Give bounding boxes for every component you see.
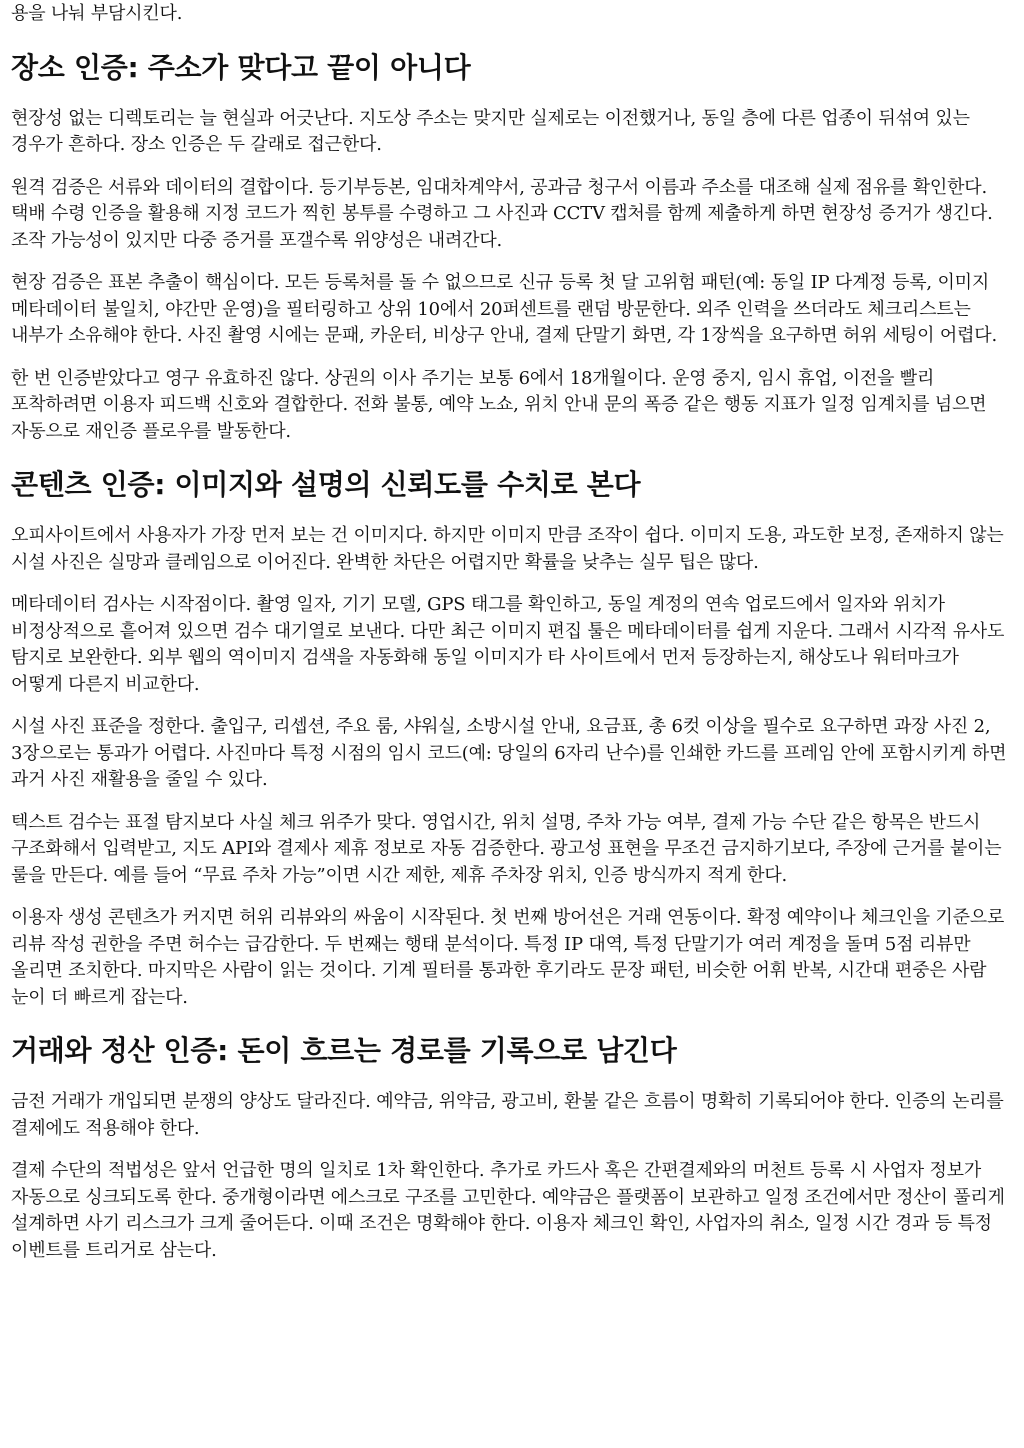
paragraph: 금전 거래가 개입되면 분쟁의 양상도 달라진다. 예약금, 위약금, 광고비, 환불 같은 흐름이 명확히 기록되어야 한다. 인증의 논리를 결제에도 적용해야 한다. (11, 1091, 1004, 1139)
intro-tail-paragraph: 용을 나눠 부담시킨다. (11, 3, 183, 24)
section-heading: 장소 인증: 주소가 맞다고 끝이 아니다 (11, 50, 471, 84)
paragraph: 현장 검증은 표본 추출이 핵심이다. 모든 등록처를 돌 수 없으므로 신규 등록 첫 달 고위험 패턴(예: 동일 IP 다계정 등록, 이미지 메타데이터 불일치, 야간만 운영)을 필터링하고 상위 10에서 20퍼센트를 랜덤 방문한다. 외주 인력을 쓰더라도 체크리스트는 내부가 소유해야 한다. 사진 촬영 시에는 문패, 카운터, 비상구 안내, 결제 단말기 화면, 각 1장씩을 요구하면 허위 세팅이 어렵다. (11, 272, 997, 346)
paragraph: 오피사이트에서 사용자가 가장 먼저 보는 건 이미지다. 하지만 이미지 만큼 조작이 쉽다. 이미지 도용, 과도한 보정, 존재하지 않는 시설 사진은 실망과 클레임으로 이어진다. 완벽한 차단은 어렵지만 확률을 낮추는 실무 팁은 많다. (11, 525, 1004, 573)
paragraph: 결제 수단의 적법성은 앞서 언급한 명의 일치로 1차 확인한다. 추가로 카드사 혹은 간편결제와의 머천트 등록 시 사업자 정보가 자동으로 싱크되도록 한다. 중개형이라면 에스크로 구조를 고민한다. 예약금은 플랫폼이 보관하고 일정 조건에서만 정산이 풀리게 설계하면 사기 리스크가 크게 줄어든다. 이때 조건은 명확해야 한다. 이용자 체크인 확인, 사업자의 취소, 일정 시간 경과 등 특정 이벤트를 트리거로 삼는다. (11, 1160, 1005, 1261)
section-payment-verification (11, 1033, 1011, 1264)
paragraph: 원격 검증은 서류와 데이터의 결합이다. 등기부등본, 임대차계약서, 공과금 청구서 이름과 주소를 대조해 실제 점유를 확인한다. 택배 수령 인증을 활용해 지정 코드가 찍힌 봉투를 수령하고 그 사진과 CCTV 캡처를 함께 제출하게 하면 현장성 증거가 생긴다. 조작 가능성이 있지만 다중 증거를 포갤수록 위양성은 내려간다. (11, 176, 993, 251)
paragraph: 메타데이터 검사는 시작점이다. 촬영 일자, 기기 모델, GPS 태그를 확인하고, 동일 계정의 연속 업로드에서 일자와 위치가 비정상적으로 흩어져 있으면 검수 대기열로 보낸다. 다만 최근 이미지 편집 툴은 메타데이터를 쉽게 지운다. 그래서 시각적 유사도 탐지로 보완한다. 외부 웹의 역이미지 검색을 자동화해 동일 이미지가 타 사이트에서 먼저 등장하는지, 해상도나 워터마크가 어떻게 다른지 비교한다. (11, 594, 1005, 695)
paragraph: 한 번 인증받았다고 영구 유효하진 않다. 상권의 이사 주기는 보통 6에서 18개월이다. 운영 중지, 임시 휴업, 이전을 빨리 포착하려면 이용자 피드백 신호와 결합한다. 전화 불통, 예약 노쇼, 위치 안내 문의 폭증 같은 행동 지표가 일정 임계치를 넘으면 자동으로 재인증 플로우를 발동한다. (11, 367, 987, 442)
section-heading: 거래와 정산 인증: 돈이 흐르는 경로를 기록으로 남긴다 (11, 1034, 677, 1067)
paragraph: 이용자 생성 콘텐츠가 커지면 허위 리뷰와의 싸움이 시작된다. 첫 번째 방어선은 거래 연동이다. 확정 예약이나 체크인을 기준으로 리뷰 작성 권한을 주면 허수는 급감한다. 두 번째는 행태 분석이다. 특정 IP 대역, 특정 단말기가 여러 계정을 돌며 5점 리뷰만 올리면 조치한다. 마지막은 사람이 읽는 것이다. 기계 필터를 통과한 후기라도 문장 패턴, 비슷한 어휘 반복, 시간대 편중은 사람 눈이 더 빠르게 잡는다. (11, 907, 1005, 1008)
section-content-verification (11, 467, 1011, 1011)
paragraph: 텍스트 검수는 표절 탐지보다 사실 체크 위주가 맞다. 영업시간, 위치 설명, 주차 가능 여부, 결제 가능 수단 같은 항목은 반드시 구조화해서 입력받고, 지도 API와 결제사 제휴 정보로 자동 검증한다. 광고성 표현을 무조건 금지하기보다, 주장에 근거를 붙이는 룰을 만든다. 예를 들어 “무료 주차 가능”이면 시간 제한, 제휴 주차장 위치, 인증 방식까지 적게 한다. (11, 811, 1002, 886)
section-heading: 콘텐츠 인증: 이미지와 설명의 신뢰도를 수치로 본다 (11, 468, 641, 501)
paragraph: 현장성 없는 디렉토리는 늘 현실과 어긋난다. 지도상 주소는 맞지만 실제로는 이전했거나, 동일 층에 다른 업종이 뒤섞여 있는 경우가 흔하다. 장소 인증은 두 갈래로 접근한다. (11, 107, 970, 155)
section-place-verification (11, 50, 1011, 446)
document-body (11, 0, 1011, 1280)
paragraph: 시설 사진 표준을 정한다. 출입구, 리셉션, 주요 룸, 샤워실, 소방시설 안내, 요금표, 총 6컷 이상을 필수로 요구하면 과장 사진 2, 3장으로는 통과가 어렵다. 사진마다 특정 시점의 임시 코드(예: 당일의 6자리 난수)를 인쇄한 카드를 프레임 안에 포함시키게 하면 과거 사진 재활용을 줄일 수 있다. (11, 716, 1007, 790)
